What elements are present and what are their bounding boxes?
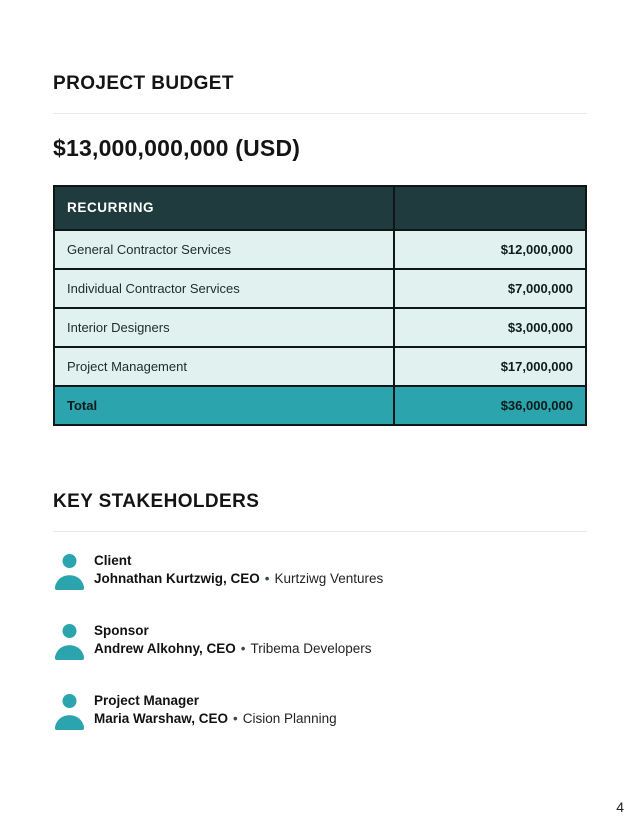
- table-row: [54, 347, 586, 386]
- stakeholder-line: [94, 570, 383, 588]
- bullet-separator: •: [233, 711, 238, 726]
- row-label: Individual Contractor Services: [54, 269, 394, 308]
- stakeholders-section-title: KEY STAKEHOLDERS: [53, 491, 260, 512]
- stakeholder-company: Tribema Developers: [250, 641, 372, 656]
- table-row: [54, 230, 586, 269]
- person-icon: [53, 694, 86, 730]
- person-icon: [53, 554, 86, 590]
- stakeholders-section-divider: [53, 531, 587, 532]
- table-row: [54, 308, 586, 347]
- row-label: General Contractor Services: [54, 230, 394, 269]
- stakeholder-item: [53, 552, 587, 590]
- budget-section-title: PROJECT BUDGET: [53, 73, 234, 94]
- table-total-row: [54, 386, 586, 425]
- table-row: [54, 269, 586, 308]
- stakeholder-line: [94, 710, 337, 728]
- total-label: Total: [54, 386, 394, 425]
- row-label: Project Management: [54, 347, 394, 386]
- person-icon: [53, 624, 86, 660]
- stakeholder-text: [94, 692, 337, 728]
- stakeholder-company: Cision Planning: [242, 711, 337, 726]
- stakeholder-item: [53, 622, 587, 660]
- total-value: $36,000,000: [394, 386, 586, 425]
- stakeholder-name: Maria Warshaw, CEO: [94, 711, 229, 726]
- budget-section: [53, 0, 587, 426]
- stakeholder-item: [53, 692, 587, 730]
- page-number: 4: [616, 799, 624, 815]
- row-label: Interior Designers: [54, 308, 394, 347]
- stakeholders-section: [53, 492, 587, 730]
- bullet-separator: •: [240, 641, 246, 656]
- stakeholder-role: Client: [94, 553, 132, 568]
- table-header-empty: [394, 186, 586, 230]
- stakeholder-list: [53, 552, 587, 730]
- stakeholder-company: Kurtziwg Ventures: [274, 571, 384, 586]
- budget-section-divider: [53, 113, 587, 114]
- table-header-recurring: RECURRING: [54, 186, 394, 230]
- stakeholder-text: [94, 552, 383, 588]
- stakeholder-name: Johnathan Kurtzwig, CEO: [94, 571, 260, 586]
- bullet-separator: •: [264, 571, 270, 586]
- stakeholder-line: [94, 640, 372, 658]
- stakeholder-role: Project Manager: [94, 693, 200, 708]
- stakeholder-role: Sponsor: [94, 623, 149, 638]
- stakeholder-name: Andrew Alkohny, CEO: [94, 641, 236, 656]
- stakeholder-text: [94, 622, 372, 658]
- row-value: $12,000,000: [394, 230, 586, 269]
- row-value: $7,000,000: [394, 269, 586, 308]
- row-value: $17,000,000: [394, 347, 586, 386]
- table-header-row: [54, 186, 586, 230]
- budget-amount: $13,000,000,000 (USD): [53, 135, 301, 161]
- budget-table: [53, 185, 587, 426]
- row-value: $3,000,000: [394, 308, 586, 347]
